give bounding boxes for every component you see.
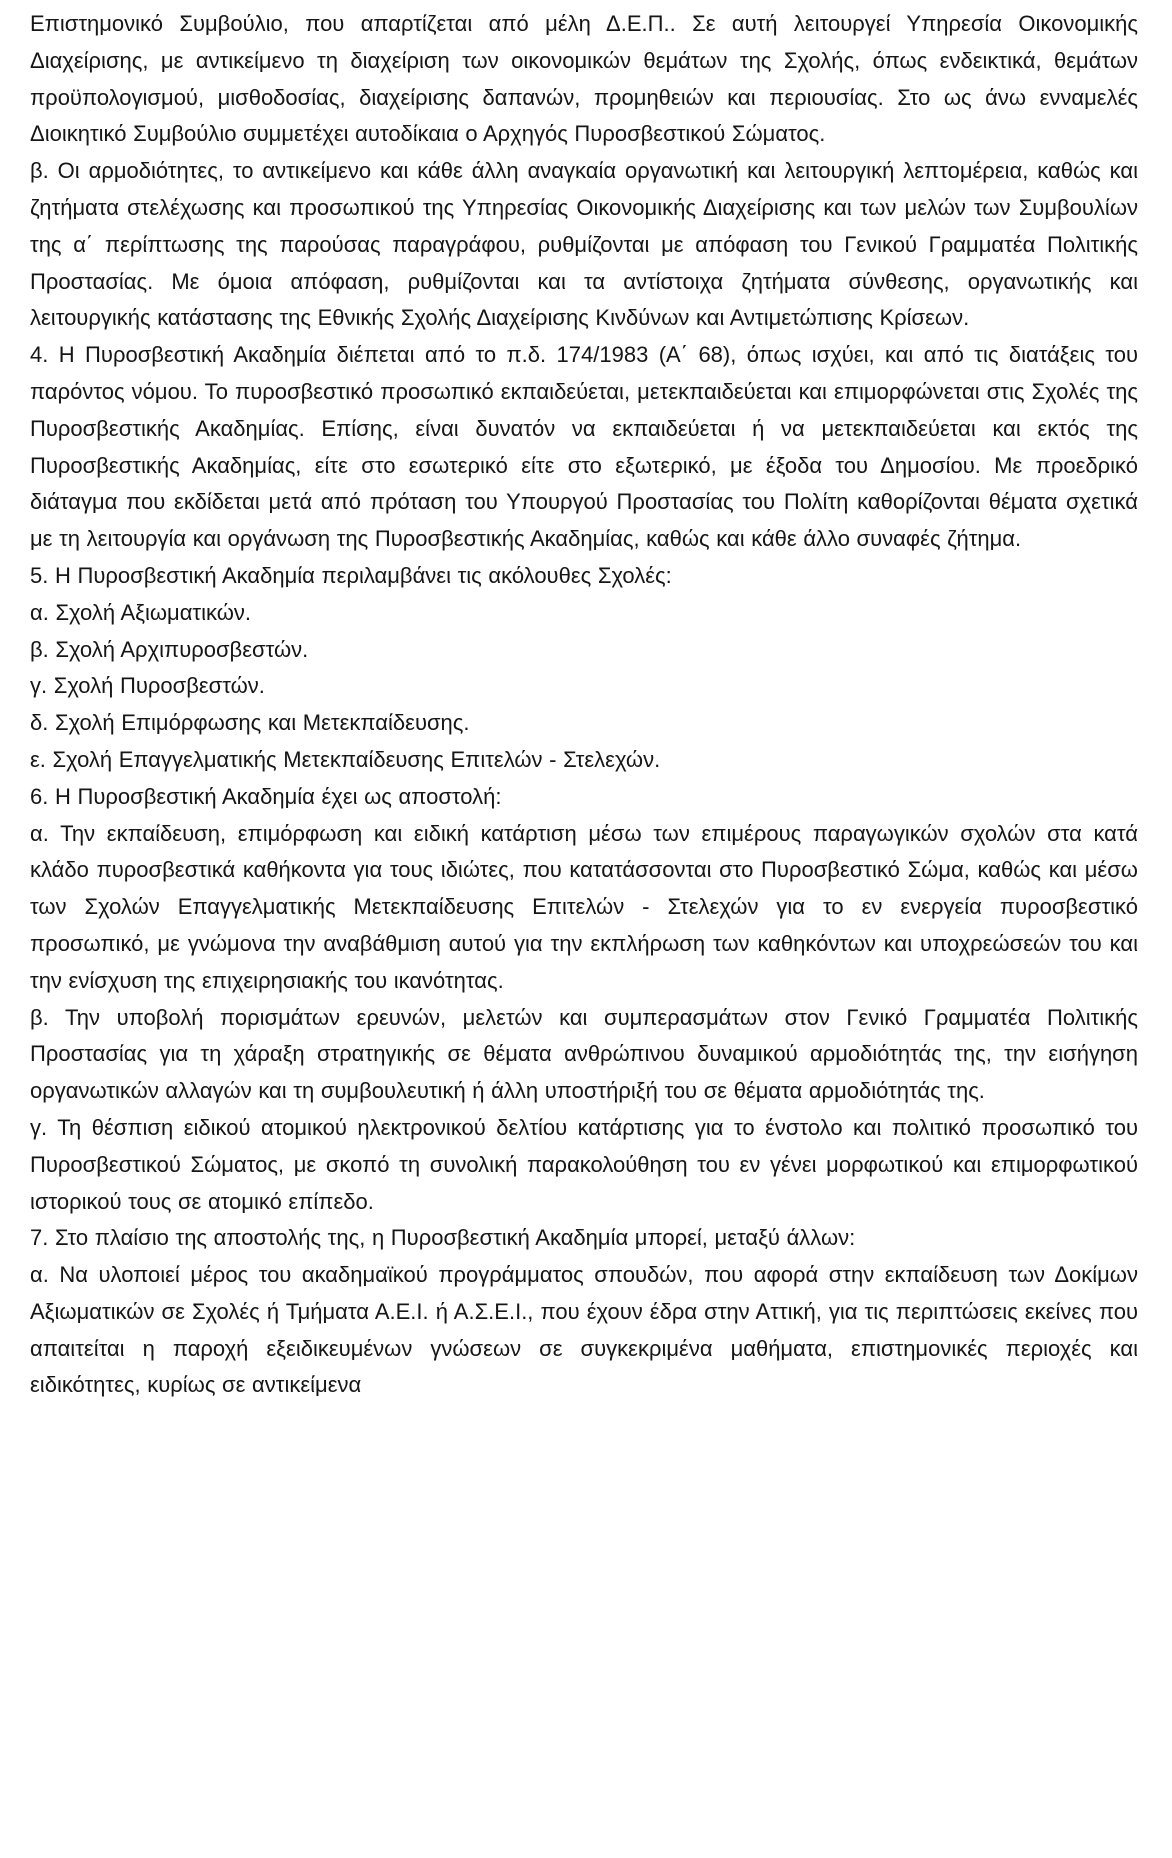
list-item-school-professional: ε. Σχολή Επαγγελματικής Μετεκπαίδευσης Επιτελών - Στελεχών. bbox=[30, 746, 661, 772]
list-item-school-firefighters: γ. Σχολή Πυροσβεστών. bbox=[30, 673, 265, 699]
paragraph-6c-training-record: γ. Τη θέσπιση ειδικού ατομικού ηλεκτρονικού δελτίου κατάρτισης για το ένστολο και πολιτικό προσωπικό του Πυροσβεστικού Σώματος, με σκοπό τη συνολική παρακολούθηση του εν γένει μορφωτικού και επιμορφωτικού ιστορικού τους σε ατομικό επίπεδο. bbox=[30, 1114, 1138, 1214]
paragraph-6-mission-intro: 6. Η Πυροσβεστική Ακαδημία έχει ως αποστολή: bbox=[30, 783, 502, 809]
paragraph-7a-curriculum: α. Να υλοποιεί μέρος του ακαδημαϊκού προγράμματος σπουδών, που αφορά στην εκπαίδευση των Δοκίμων Αξιωματικών σε Σχολές ή Τμήματα Α.Ε.Ι. ή Α.Σ.Ε.Ι., που έχουν έδρα στην Αττική, για τις περιπτώσεις εκείνες που απαιτείται η παροχή εξειδικευμένων γνώσεων σε συγκεκριμένα μαθήματα, επιστημονικές περιοχές και ειδικότητες, κυρίως σε αντικείμενα bbox=[30, 1262, 1138, 1398]
paragraph-7-intro: 7. Στο πλαίσιο της αποστολής της, η Πυροσβεστική Ακαδημία μπορεί, μεταξύ άλλων: bbox=[30, 1225, 856, 1251]
paragraph-continuation-scientific-council: Επιστημονικό Συμβούλιο, που απαρτίζεται από μέλη Δ.Ε.Π.. Σε αυτή λειτουργεί Υπηρεσία Οικονομικής Διαχείρισης, με αντικείμενο τη διαχείριση των οικονομικών θεμάτων της Σχολής, όπως ενδεικτικά, θεμάτων προϋπολογισμού, μισθοδοσίας, διαχείρισης δαπανών, προμηθειών και περιουσίας. Στο ως άνω ενναμελές Διοικητικό Συμβούλιο συμμετέχει αυτοδίκαια ο Αρχηγός Πυροσβεστικού Σώματος. bbox=[30, 11, 1138, 147]
paragraph-5-schools-intro: 5. Η Πυροσβεστική Ακαδημία περιλαμβάνει τις ακόλουθες Σχολές: bbox=[30, 562, 672, 588]
document-page bbox=[30, 6, 1138, 1854]
paragraph-3b-competences: β. Οι αρμοδιότητες, το αντικείμενο και κάθε άλλη αναγκαία οργανωτική και λειτουργική λεπτομέρεια, καθώς και ζητήματα στελέχωσης και προσωπικού της Υπηρεσίας Οικονομικής Διαχείρισης και των μελών των Συμβουλίων της α΄ περίπτωσης της παρούσας παραγράφου, ρυθμίζονται με απόφαση του Γενικού Γραμματέα Πολιτικής Προστασίας. Με όμοια απόφαση, ρυθμίζονται και τα αντίστοιχα ζητήματα σύνθεσης, οργανωτικής και λειτουργικής κατάστασης της Εθνικής Σχολής Διαχείρισης Κινδύνων και Αντιμετώπισης Κρίσεων. bbox=[30, 158, 1138, 331]
paragraph-4-fire-academy: 4. Η Πυροσβεστική Ακαδημία διέπεται από το π.δ. 174/1983 (Α΄ 68), όπως ισχύει, και από τις διατάξεις του παρόντος νόμου. Το πυροσβεστικό προσωπικό εκπαιδεύεται, μετεκπαιδεύεται και επιμορφώνεται στις Σχολές της Πυροσβεστικής Ακαδημίας. Επίσης, είναι δυνατόν να εκπαιδεύεται ή να μετεκπαιδεύεται και εκτός της Πυροσβεστικής Ακαδημίας, είτε στο εσωτερικό είτε στο εξωτερικό, με έξοδα του Δημοσίου. Με προεδρικό διάταγμα που εκδίδεται μετά από πρόταση του Υπουργού Προστασίας του Πολίτη καθορίζονται θέματα σχετικά με τη λειτουργία και οργάνωση της Πυροσβεστικής Ακαδημίας, καθώς και κάθε άλλο συναφές ζήτημα. bbox=[30, 342, 1138, 552]
paragraph-6b-research: β. Την υποβολή πορισμάτων ερευνών, μελετών και συμπερασμάτων στον Γενικό Γραμματέα Πολιτικής Προστασίας για τη χάραξη στρατηγικής σε θέματα ανθρώπινου δυναμικού αρμοδιότητάς της, την εισήγηση οργανωτικών αλλαγών και τη συμβουλευτική ή άλλη υποστήριξή του σε θέματα αρμοδιότητάς της. bbox=[30, 1004, 1138, 1104]
list-item-school-chief-firefighters: β. Σχολή Αρχιπυροσβεστών. bbox=[30, 636, 309, 662]
list-item-school-training: δ. Σχολή Επιμόρφωσης και Μετεκπαίδευσης. bbox=[30, 710, 470, 736]
paragraph-6a-education: α. Την εκπαίδευση, επιμόρφωση και ειδική κατάρτιση μέσω των επιμέρους παραγωγικών σχολών στα κατά κλάδο πυροσβεστικά καθήκοντα για τους ιδιώτες, που κατατάσσονται στο Πυροσβεστικό Σώμα, καθώς και μέσω των Σχολών Επαγγελματικής Μετεκπαίδευσης Επιτελών - Στελεχών για το εν ενεργεία πυροσβεστικό προσωπικό, με γνώμονα την αναβάθμιση αυτού για την εκπλήρωση των καθηκόντων και υποχρεώσεών του και την ενίσχυση της επιχειρησιακής του ικανότητας. bbox=[30, 820, 1138, 993]
list-item-school-officers: α. Σχολή Αξιωματικών. bbox=[30, 599, 252, 625]
